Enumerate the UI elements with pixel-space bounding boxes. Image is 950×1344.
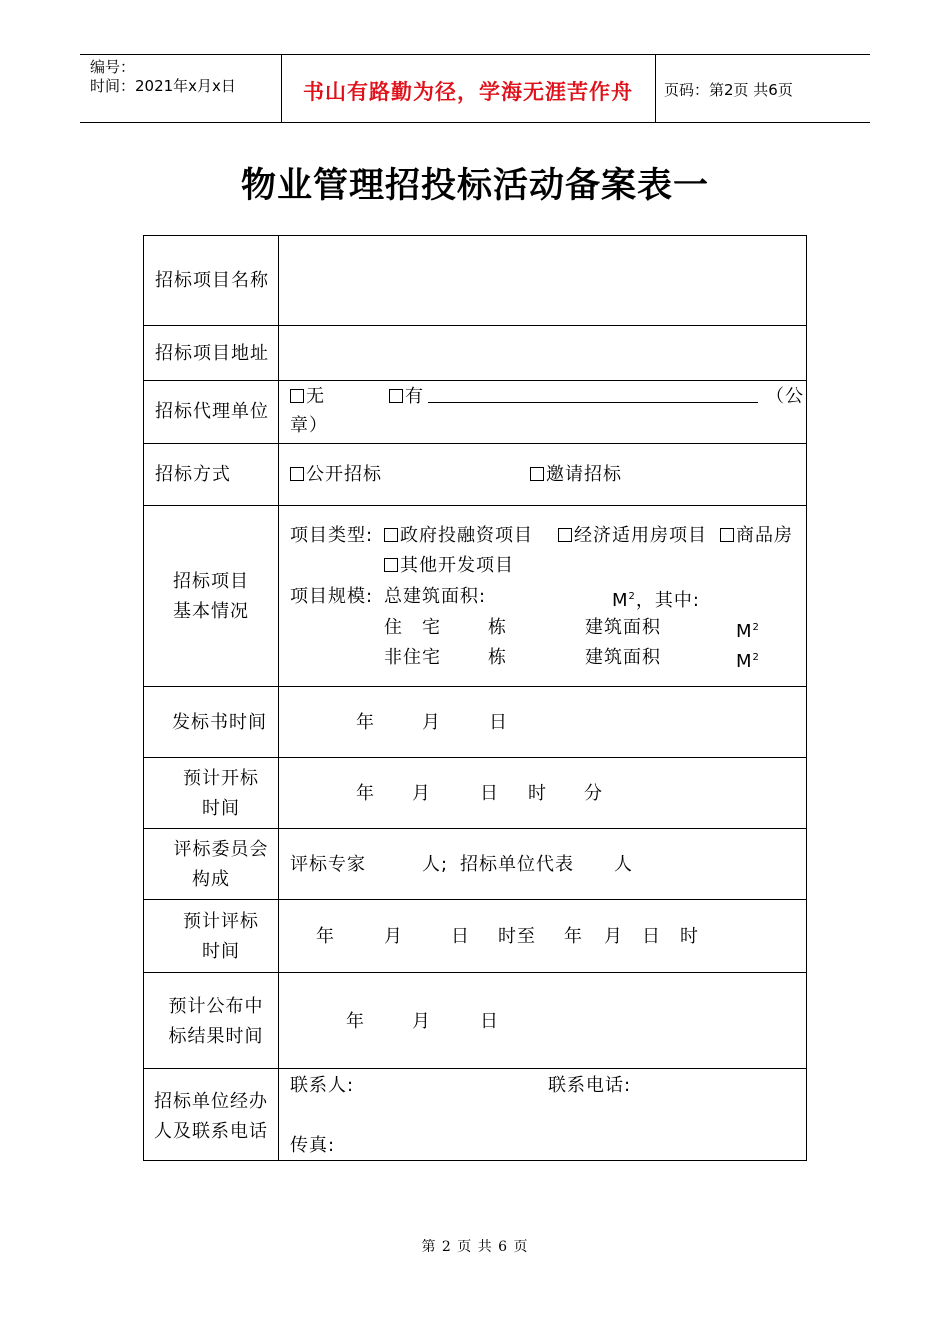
eval-year-unit: 年	[316, 926, 335, 947]
type-other-option[interactable]: 其他开发项目	[384, 551, 514, 581]
contact-phone-label: 联系电话:	[548, 1075, 632, 1096]
issue-month-unit: 月	[422, 712, 441, 733]
non-residential-label: 非住宅	[384, 647, 441, 668]
eval-day-unit-2: 日	[642, 926, 661, 947]
page-title: 物业管理招投标活动备案表一	[240, 165, 709, 206]
header-motto: 书山有路勤为径，学海无涯苦作舟	[303, 79, 633, 104]
representative-label: 招标单位代表	[460, 854, 574, 875]
row-divider	[144, 443, 806, 444]
non-residential-building-unit: 栋	[488, 647, 507, 668]
open-time-label-2: 时间	[202, 798, 240, 819]
open-day-unit: 日	[480, 783, 499, 804]
project-address-field[interactable]	[280, 327, 806, 379]
project-name-label: 招标项目名称	[155, 270, 269, 291]
checkbox[interactable]	[720, 528, 734, 542]
eval-time-label-1: 预计评标	[183, 911, 259, 932]
open-hour-unit: 时	[528, 783, 547, 804]
residential-area-unit: $M^2$	[736, 621, 760, 642]
page-footer: 第 2 页 共 6 页	[421, 1239, 529, 1255]
project-address-label: 招标项目地址	[155, 343, 269, 364]
result-month-unit: 月	[412, 1011, 431, 1032]
eval-month-unit: 月	[384, 926, 403, 947]
agency-none-option[interactable]: 无	[290, 382, 325, 412]
representative-unit: 人	[614, 854, 633, 875]
project-name-field[interactable]	[280, 237, 806, 324]
fax-label: 传真:	[290, 1135, 336, 1156]
contact-label-1: 招标单位经办	[154, 1091, 268, 1112]
experts-label: 评标专家	[290, 854, 366, 875]
experts-unit: 人;	[422, 854, 449, 875]
row-divider	[144, 505, 806, 506]
residential-area-label: 建筑面积	[585, 617, 661, 638]
project-scale-label: 项目规模:	[290, 586, 374, 607]
eval-hour-unit: 时	[680, 926, 699, 947]
eval-month-unit-2: 月	[604, 926, 623, 947]
result-time-label-2: 标结果时间	[168, 1026, 264, 1047]
open-month-unit: 月	[412, 783, 431, 804]
row-divider	[144, 757, 806, 758]
committee-label-1: 评标委员会	[173, 839, 269, 860]
checkbox[interactable]	[290, 467, 304, 481]
time-label: 时间：2021年x月x日	[90, 77, 236, 95]
committee-label-2: 构成	[192, 869, 230, 890]
row-divider	[144, 972, 806, 973]
non-residential-area-unit: $M^2$	[736, 651, 760, 672]
eval-time-label-2: 时间	[202, 941, 240, 962]
contact-person-label: 联系人:	[290, 1075, 355, 1096]
residential-building-unit: 栋	[488, 617, 507, 638]
contact-label-2: 人及联系电话	[154, 1121, 268, 1142]
row-divider	[144, 1068, 806, 1069]
issue-time-label: 发标书时间	[172, 712, 267, 733]
agency-seal-note: （公	[766, 386, 804, 407]
total-area-unit: $M^2$，其中:	[612, 590, 700, 611]
agency-seal-note-cont: 章）	[290, 415, 328, 436]
method-open-option[interactable]: 公开招标	[290, 460, 382, 490]
checkbox[interactable]	[558, 528, 572, 542]
agency-name-underline[interactable]	[428, 388, 758, 407]
page-indicator: 页码：第2页 共6页	[664, 81, 793, 99]
header-bottom-rule	[80, 122, 870, 123]
result-day-unit: 日	[480, 1011, 499, 1032]
non-residential-area-label: 建筑面积	[585, 647, 661, 668]
residential-label: 住 宅	[384, 617, 441, 638]
checkbox[interactable]	[290, 389, 304, 403]
method-label: 招标方式	[155, 464, 231, 485]
checkbox[interactable]	[530, 467, 544, 481]
type-commercial-option[interactable]: 商品房	[720, 521, 793, 551]
type-affordable-option[interactable]: 经济适用房项目	[558, 521, 707, 551]
eval-hour-to-unit: 时至	[498, 926, 536, 947]
checkbox[interactable]	[389, 389, 403, 403]
type-gov-option[interactable]: 政府投融资项目	[384, 521, 533, 551]
serial-number-label: 编号：	[90, 58, 136, 76]
issue-year-unit: 年	[356, 712, 375, 733]
row-divider	[144, 325, 806, 326]
checkbox[interactable]	[384, 528, 398, 542]
result-year-unit: 年	[346, 1011, 365, 1032]
row-divider	[144, 828, 806, 829]
open-year-unit: 年	[356, 783, 375, 804]
header-divider	[655, 54, 656, 122]
agency-label: 招标代理单位	[155, 401, 269, 422]
filing-form-table	[143, 235, 807, 1161]
row-divider	[144, 380, 806, 381]
open-time-label-1: 预计开标	[183, 768, 259, 789]
issue-day-unit: 日	[489, 712, 508, 733]
checkbox[interactable]	[384, 558, 398, 572]
project-type-label: 项目类型:	[290, 525, 374, 546]
agency-yes-option[interactable]: 有	[389, 382, 424, 412]
eval-year-unit-2: 年	[564, 926, 583, 947]
open-minute-unit: 分	[584, 783, 603, 804]
header-top-rule	[80, 54, 870, 55]
result-time-label-1: 预计公布中	[168, 996, 264, 1017]
row-divider	[144, 899, 806, 900]
basic-info-label-1: 招标项目	[173, 571, 249, 592]
eval-day-unit: 日	[451, 926, 470, 947]
basic-info-label-2: 基本情况	[173, 601, 249, 622]
row-divider	[144, 686, 806, 687]
method-invite-option[interactable]: 邀请招标	[530, 460, 622, 490]
total-area-label: 总建筑面积:	[384, 586, 487, 607]
